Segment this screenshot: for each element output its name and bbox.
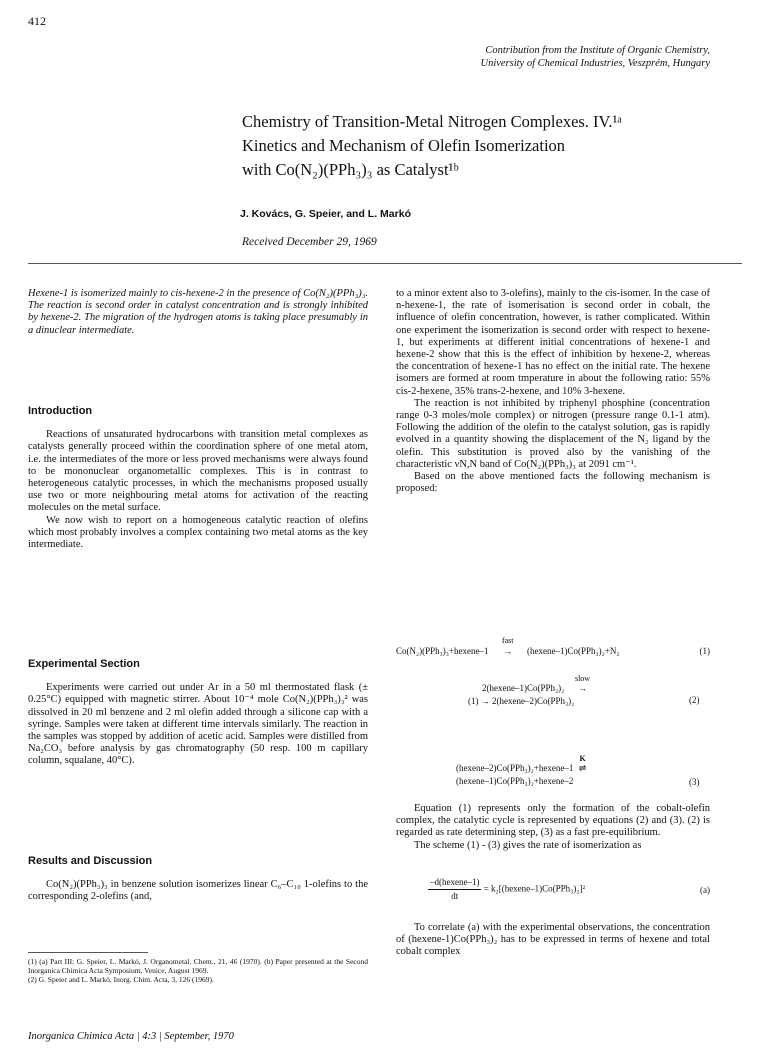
experimental-section [28, 658, 368, 768]
title-line-1: Chemistry of Transition-Metal Nitrogen Complexes. IV.¹ᵃ [242, 112, 622, 131]
results-paragraph: Co(N₂)(PPh₃)₃ in benzene solution isomerizes linear C₆–C₁₀ 1-olefins to the corresponding 2-olefins (and, [28, 879, 368, 903]
eq1-arrow-label: fast [501, 636, 514, 645]
experimental-heading: Experimental Section [28, 658, 140, 670]
eq3-line-1: (hexene–2)Co(PPh₃)₂+hexene–1 [456, 763, 574, 773]
affiliation [380, 44, 710, 70]
eq1-left: Co(N₂)(PPh₃)₃+hexene–1 [396, 646, 489, 656]
journal-footer: Inorganica Chimica Acta | 4:3 | September, 1970 [28, 1031, 234, 1042]
footnote-2: (2) G. Speier and L. Markó, Inorg. Chim. Acta, 3, 126 (1969). [28, 975, 214, 984]
experimental-paragraph: Experiments were carried out under Ar in a 50 ml thermostated flask (± 0.25°C) equipped with magnetic stirrer. About 10⁻⁴ mole Co(N₂)(PPh₃)₃² was dissolved in 20 ml benzene and 2 ml olefin added through a silicone cap with a syringe. Samples were taken at different time intervals similarly. The reaction in the samples was stopped by addition of acetic acid. Samples were distilled from Na₂CO₃ before analysis by gas chromatography (50 resp. 100 m capillary column, squalane, 40°C). [28, 682, 368, 767]
footnote-rule [28, 952, 148, 953]
equation-3 [456, 754, 590, 788]
affiliation-line-1: Contribution from the Institute of Organic Chemistry, [485, 45, 710, 56]
eq3-equilibrium-arrow: K ⇌ [576, 762, 590, 775]
right-column-text-2 [396, 803, 710, 852]
right-paragraph-1: to a minor extent also to 3-olefins), mainly to the cis-isomer. In the case of n-hexene-1, the rate of isomerisation is second order in cobalt, the influence of olefin concentration, however, is rather complicated. Within one experiment the isomerization is second order with respect to hexene-1, but experiments at different initial concentrations of hexene-1 and hexene-2 show that this is the effect of inhibition by hexene-2, whereas the concentration of hexene-1 has no effect on the initial rate. The hexene isomers are formed at room tmperature in about the following ratio: 55% cis-2-hexene, 35% trans-2-hexene, and 10% 3-hexene. [396, 288, 710, 397]
right-column-text-3 [396, 922, 710, 959]
eqa-label: (a) [700, 885, 710, 895]
paper-title [242, 110, 712, 182]
right-paragraph-6: To correlate (a) with the experimental observations, the concentration of (hexene-1)Co(PPh₃)₂ has to be expressed in terms of hexene and total cobalt complex [396, 922, 710, 958]
eq2-number: (2) [689, 695, 700, 705]
eq3-number: (3) [689, 777, 700, 787]
title-line-2: Kinetics and Mechanism of Olefin Isomerization [242, 136, 566, 155]
introduction-paragraph-1: Reactions of unsaturated hydrocarbons with transition metal complexes as catalysts generally proceed within the coordination sphere of one metal atom, i.e. the intermediates of the more or less proved mechanisms were always found to be mononuclear organometallic complexes. This is in contrast to heterogeneous catalytic processes, in which the mechanisms proposed usually use two or more neighbouring metal atoms for activation of the reacting molecules on the metal surface. [28, 429, 368, 514]
right-column-text [396, 288, 710, 495]
eqa-rhs: = k₂[(hexene–1)Co(PPh₃)₂]² [483, 883, 586, 894]
footnote-1: (1) (a) Part III: G. Speier, L. Markó, J. Organometal. Chem., 21, 46 (1970). (b) Paper presented at the Second Inorganica Chimica Acta Symposium, Venice, August 1969. [28, 957, 368, 975]
eqa-fraction [428, 876, 481, 903]
affiliation-line-2: University of Chemical Industries, Veszprém, Hungary [480, 58, 710, 69]
equation-2 [468, 674, 599, 708]
eq2-arrow-label: slow [574, 674, 591, 683]
introduction-paragraph-2: We now wish to report on a homogeneous catalytic reaction of olefins which most probably involves a complex containing two metal atoms as the key intermediate. [28, 514, 368, 551]
right-paragraph-4: Equation (1) represents only the formation of the cobalt-olefin complex, the catalytic cycle is represented by equations (2) and (3). (2) is regarded as rate determining step, (3) as a fast pre-equilibrium. [396, 803, 710, 839]
eq1-number: (1) [699, 646, 710, 656]
header-divider [28, 263, 742, 264]
eqa-numerator: –d(hexene–1) [428, 876, 481, 890]
received-date: Received December 29, 1969 [242, 236, 377, 248]
title-line-3: with Co(N₂)(PPh₃)₃ as Catalyst¹ᵇ [242, 160, 459, 179]
eq3-line-2: (hexene–1)Co(PPh₃)₂+hexene–2 [456, 776, 574, 786]
results-heading: Results and Discussion [28, 855, 153, 867]
eq2-arrow: slow → [567, 682, 599, 695]
results-section [28, 855, 368, 904]
eq2-line-2: (1) → 2(hexene–2)Co(PPh₃)₂ [468, 696, 575, 706]
abstract: Hexene-1 is isomerized mainly to cis-hexene-2 in the presence of Co(N₂)(PPh₃)₃. The reaction is second order in catalyst concentration and is strongly inhibited by hexene-2. The migration of the hydrogen atoms is taking place presumably in a dinuclear intermediate. [28, 288, 368, 336]
page-number: 412 [28, 14, 46, 28]
right-paragraph-2: The reaction is not inhibited by triphenyl phosphine (concentration range 0-3 moles/mole complex) or nitrogen (pressure range 0.1-1 atm). Following the addition of the olefin to the catalyst solution, gas is rapidly evolved in a quantity showing the displacement of the N₂ ligand by the olefin. This substitution is proved also by the vanishing of the characteristic νN,N band of Co(N₂)(PPh₃)₃ at 2091 cm⁻¹. [396, 397, 710, 470]
right-paragraph-3: Based on the above mentioned facts the following mechanism is proposed: [396, 471, 710, 495]
footnotes [28, 957, 368, 984]
eq2-line-1: 2(hexene–1)Co(PPh₃)₂ [482, 683, 565, 693]
equation-a [428, 876, 710, 903]
eq1-arrow: fast → [491, 645, 525, 658]
authors: J. Kovács, G. Speier, and L. Markó [240, 208, 411, 220]
eqa-denominator: dt [451, 891, 459, 901]
introduction-heading: Introduction [28, 405, 93, 417]
introduction-section [28, 405, 368, 551]
equation-1 [396, 636, 710, 658]
eq3-k-label: K [579, 754, 586, 763]
right-paragraph-5: The scheme (1) - (3) gives the rate of isomerization as [414, 839, 642, 851]
eq1-right: (hexene–1)Co(PPh₃)₂+N₂ [526, 646, 620, 656]
